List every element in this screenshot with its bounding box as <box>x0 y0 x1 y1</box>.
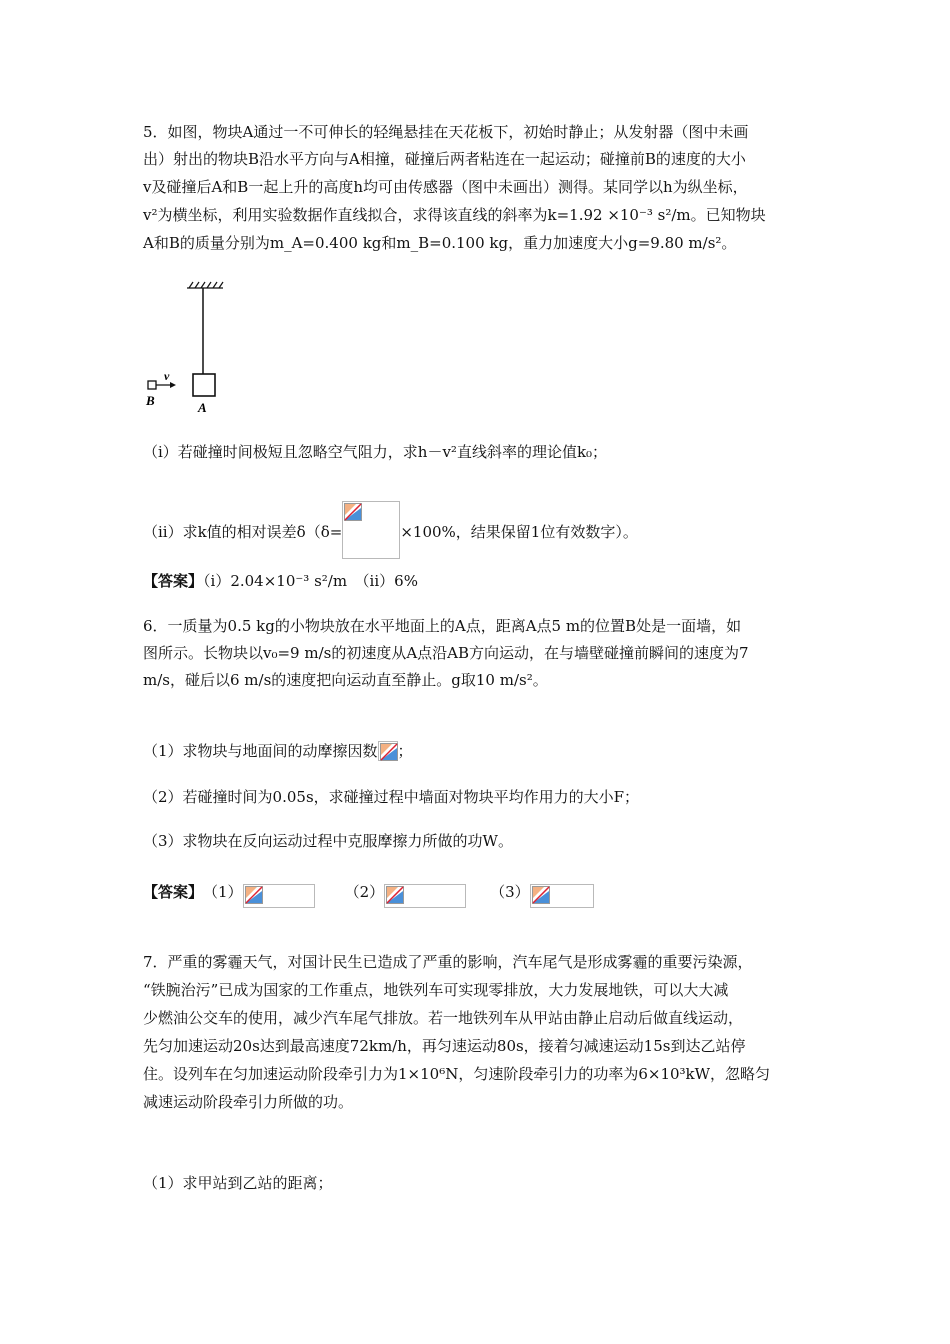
q6-part2: （2）若碰撞时间为0.05s，求碰撞过程中墙面对物块平均作用力的大小F； <box>143 788 640 806</box>
q5-answer: 【答案】（i）2.04×10⁻³ s²/m （ii）6% <box>143 572 418 590</box>
answer2-image-placeholder <box>384 884 466 908</box>
q5-line1: 5．如图，物块A通过一不可伸长的轻绳悬挂在天花板下，初始时静止；从发射器（图中未画 <box>143 123 749 141</box>
q5-part2 <box>143 505 638 559</box>
pendulum-figure <box>140 276 240 421</box>
q7-line6: 减速运动阶段牵引力所做的功。 <box>143 1093 354 1111</box>
q7-part1: （1）求甲站到乙站的距离； <box>143 1174 333 1192</box>
formula-image-placeholder <box>342 501 400 559</box>
answer1-image-placeholder <box>243 884 315 908</box>
block-a <box>193 374 215 396</box>
q5-line2: 出）射出的物块B沿水平方向与A相撞，碰撞后两者粘连在一起运动；碰撞前B的速度的大小 <box>143 150 746 168</box>
q5-part2-tail: ×100%，结果保留1位有效数字）。 <box>400 523 638 541</box>
label-a: A <box>198 400 207 415</box>
broken-image-icon <box>344 503 362 521</box>
q7-line3: 少燃油公交车的使用，减少汽车尾气排放。若一地铁列车从甲站由静止启动后做直线运动， <box>143 1009 744 1027</box>
label-v: v <box>164 369 170 383</box>
mu-image-placeholder <box>378 741 398 761</box>
q7-line2: “铁腕治污”已成为国家的工作重点，地铁列车可实现零排放，大力发展地铁，可以大大减 <box>143 981 729 999</box>
broken-image-icon <box>380 743 398 761</box>
q7-line4: 先匀加速运动20s达到最高速度72km/h，再匀速运动80s，接着匀减速运动15s到达乙站停 <box>143 1037 746 1055</box>
broken-image-icon <box>386 886 404 904</box>
q5-line3: v及碰撞后A和B一起上升的高度h均可由传感器（图中未画出）测得。某同学以h为纵坐标， <box>143 178 748 196</box>
q6-line2: 图所示。长物块以v₀=9 m/s的初速度从A点沿AB方向运动，在与墙壁碰撞前瞬间的速度为7 <box>143 644 749 662</box>
q6-answer: 【答案】 （1） （2） （3） <box>143 876 594 908</box>
q7-line5: 住。设列车在匀加速运动阶段牵引力为1×10⁶N，匀速阶段牵引力的功率为6×10³kW，忽略匀 <box>143 1065 771 1083</box>
broken-image-icon <box>532 886 550 904</box>
q6-part1: （1）求物块与地面间的动摩擦因数 ； <box>143 742 413 760</box>
answer3-image-placeholder <box>530 884 594 908</box>
q5-line5: A和B的质量分别为m_A=0.400 kg和m_B=0.100 kg，重力加速度大小g=9.80 m/s²。 <box>143 234 737 252</box>
q5-line4: v²为横坐标，利用实验数据作直线拟合，求得该直线的斜率为k=1.92 ×10⁻³ s²/m。已知物块 <box>143 206 766 224</box>
label-b: B <box>146 393 155 408</box>
q6-line1: 6．一质量为0.5 kg的小物块放在水平地面上的A点，距离A点5 m的位置B处是一面墙，如 <box>143 617 742 635</box>
block-b <box>148 381 156 389</box>
q5-part2-text: （ii）求k值的相对误差δ（δ= <box>143 523 343 541</box>
q6-line3: m/s，碰后以6 m/s的速度把向运动直至静止。g取10 m/s²。 <box>143 671 548 689</box>
q7-line1: 7．严重的雾霾天气，对国计民生已造成了严重的影响，汽车尾气是形成雾霾的重要污染源， <box>143 953 753 971</box>
broken-image-icon <box>245 886 263 904</box>
ceiling-hatch <box>187 282 223 288</box>
q6-part3: （3）求物块在反向运动过程中克服摩擦力所做的功W。 <box>143 832 513 850</box>
q5-part1: （i）若碰撞时间极短且忽略空气阻力，求h－v²直线斜率的理论值k₀； <box>143 443 608 461</box>
